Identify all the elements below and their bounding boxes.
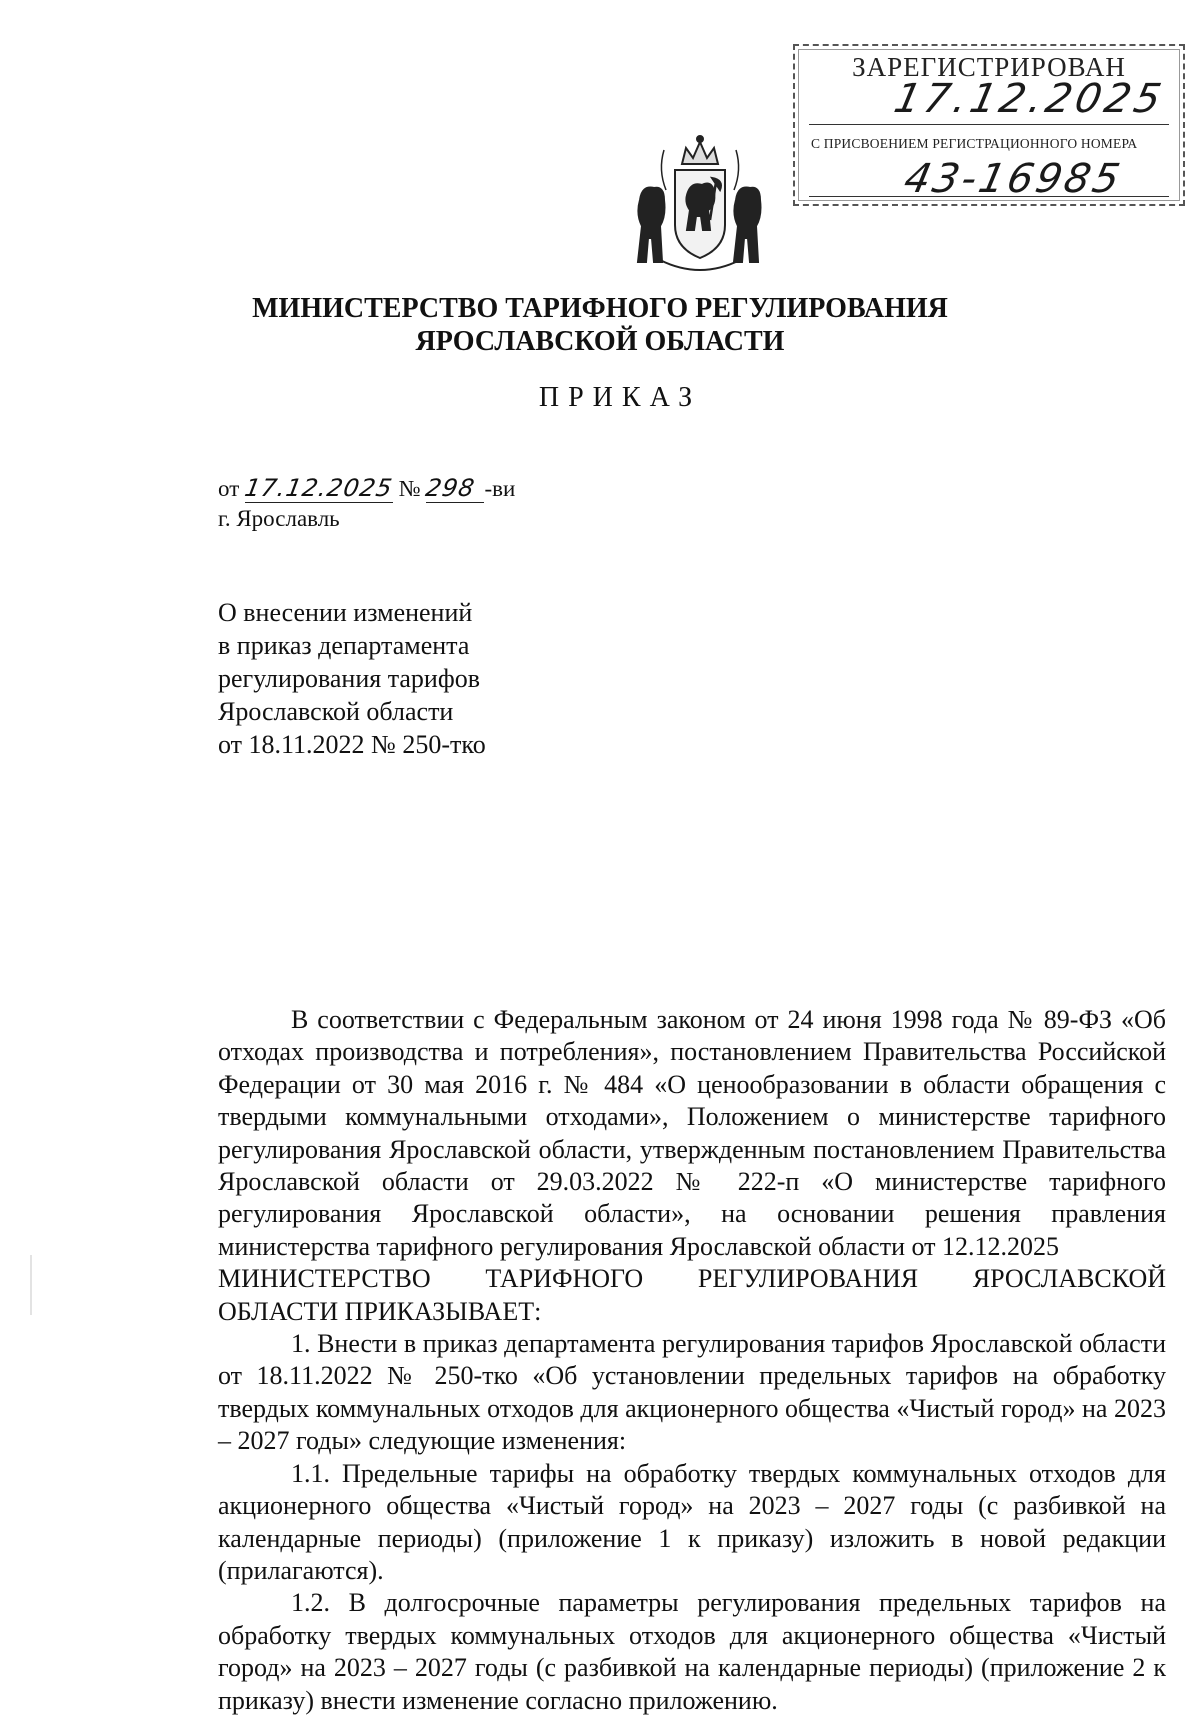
ministry-name-line2: ЯРОСЛАВСКОЙ ОБЛАСТИ [415,326,785,357]
scan-margin-mark [30,1255,32,1315]
order-city: г. Ярославль [218,506,340,531]
ministry-header [0,292,1200,358]
stamp-handwritten-date: 17.12.2025 [890,76,1169,122]
order-subject [218,596,486,761]
subject-line: регулирования тарифов [218,664,480,693]
stamp-handwritten-number: 43-16985 [900,156,1127,202]
ministry-name-line1: МИНИСТЕРСТВО ТАРИФНОГО РЕГУЛИРОВАНИЯ [252,293,948,324]
order-number-field [423,474,484,503]
subject-line: в приказ департамента [218,631,470,660]
yaroslavl-coat-of-arms-icon [620,130,780,280]
stamp-title: ЗАРЕГИСТРИРОВАН [852,52,1126,82]
order-date-field [242,474,395,503]
stamp-number-line [809,196,1169,197]
registration-stamp [793,44,1185,206]
preamble-paragraph: В соответствии с Федеральным законом от 24 июня 1998 года № 89-ФЗ «Об отходах производства и потребления», постановлением Правительства Российской Федерации от 30 мая 2016 г. № 484 «О ценообразовании в области обращения с твердыми коммунальными отходами», Положением о министерстве тарифного регулирования Ярославской области, утвержденным постановлением Правительства Ярославской области от 29.03.2022 № 222-п «О министерстве тарифного регулирования Ярославской области», на основании решения правления министерства тарифного регулирования Ярославской области от 12.12.2025 [218,1005,1166,1261]
item-1-1-paragraph: 1.1. Предельные тарифы на обработку твердых коммунальных отходов для акционерного общества «Чистый город» на 2023 – 2027 годы (с разбивкой на календарные периоды) (приложение 1 к приказу) изложить в новой редакции (прилагаются). [218,1458,1166,1585]
subject-line: О внесении изменений [218,598,473,627]
item-1-paragraph: 1. Внести в приказ департамента регулирования тарифов Ярославской области от 18.11.2022 № 250-тко «Об установлении предельных тарифов на обработку твердых коммунальных отходов для акционерного общества «Чистый город» на 2023 – 2027 годы» следующие изменения: [218,1329,1166,1456]
order-body [218,1004,1166,1717]
order-number: 298 [423,474,478,502]
order-number-suffix: -ви [484,476,516,501]
subject-line: Ярославской области [218,697,454,726]
item-1-2-paragraph: 1.2. В долгосрочные параметры регулирования предельных тарифов на обработку твердых коммунальных отходов для акционерного общества «Чистый город» на 2023 – 2027 годы (с разбивкой на календарные периоды) (приложение 2 к приказу) внести изменение согласно приложению. [218,1588,1166,1715]
decree-line2: ОБЛАСТИ ПРИКАЗЫВАЕТ: [218,1296,542,1326]
order-date-line [218,474,515,503]
stamp-date-line [809,124,1169,125]
number-sign: № [398,476,421,501]
order-date: 17.12.2025 [242,474,395,502]
decree-line1: МИНИСТЕРСТВО ТАРИФНОГО РЕГУЛИРОВАНИЯ ЯРОСЛАВСКОЙ [218,1264,1166,1294]
from-prefix: от [218,476,240,501]
stamp-caption: С ПРИСВОЕНИЕМ РЕГИСТРАЦИОННОГО НОМЕРА [811,136,1138,151]
subject-line: от 18.11.2022 № 250-тко [218,730,486,759]
order-title: ПРИКАЗ [538,382,702,413]
